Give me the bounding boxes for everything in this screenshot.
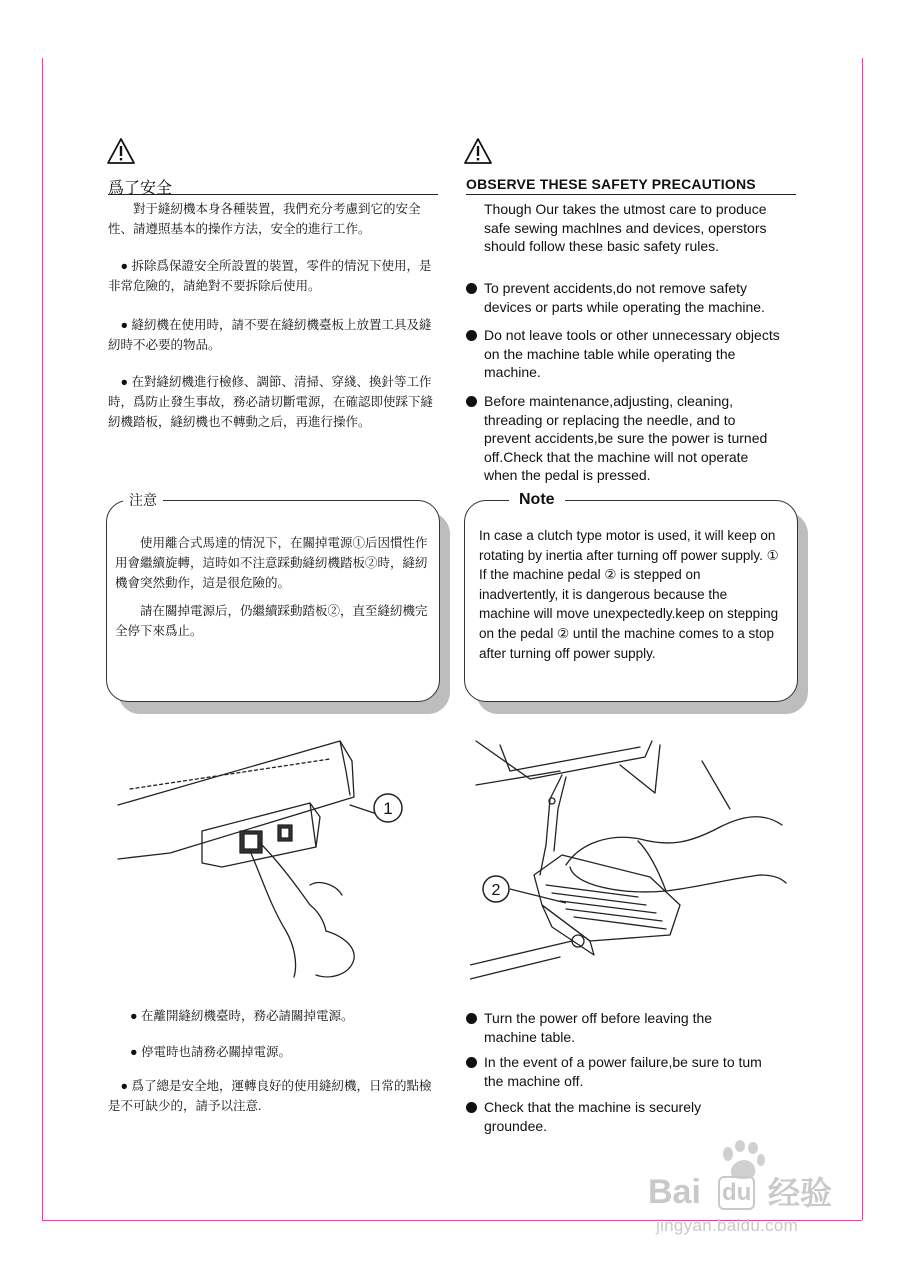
pedal-illustration: [470, 735, 790, 980]
heading-rule: [108, 194, 438, 195]
chinese-bottom-bullet: ● 在離開縫紉機臺時，務必請關掉電源。: [130, 1009, 354, 1023]
chinese-bottom-bullet: ● 停電時也請務必關掉電源。: [130, 1045, 292, 1059]
watermark-brand-box: du: [718, 1176, 755, 1210]
chinese-note-box: [106, 492, 440, 702]
bullet-dot: [466, 1057, 477, 1068]
warning-triangle-icon: [463, 137, 493, 165]
chinese-bullet: ● 在對縫紉機進行檢修、調節、清掃、穿綫、換針等工作時，爲防止發生事故，務必請切斷電源，在確認即使踩下縫紉機踏板，縫紉機也不轉動之后，再進行操作。: [108, 375, 434, 429]
pedal-callout-number: 2: [491, 882, 501, 899]
power-switch-illustration: [110, 735, 450, 980]
chinese-bullet: ● 縫紉機在使用時，請不要在縫紉機臺板上放置工具及縫紉時不必要的物品。: [108, 318, 432, 352]
chinese-intro: 對于縫紉機本身各種裝置，我們充分考慮到它的安全性、請遵照基本的操作方法，安全的進行工作。: [108, 202, 421, 236]
chinese-bottom-bullet: ● 爲了總是安全地，運轉良好的使用縫紉機，日常的點檢是不可缺少的，請予以注意.: [108, 1079, 432, 1113]
english-bullet: To prevent accidents,do not remove safety devices or parts while operating the machine.: [484, 280, 765, 315]
watermark-brand: Bai: [648, 1173, 701, 1211]
english-bullet: Before maintenance,adjusting, cleaning, threading or replacing the needle, and to prevent accidents,be sure the power is turned off.Check that the machine will not operate when the pedal is pressed.: [484, 393, 768, 483]
english-note-title: Note: [509, 490, 565, 510]
right-margin-line: [862, 58, 863, 1220]
heading-rule: [466, 194, 796, 195]
english-bottom-bullet: Turn the power off before leaving the machine table.: [484, 1010, 713, 1045]
watermark-cn: 经验: [768, 1175, 833, 1211]
chinese-note-paragraph: 使用離合式馬達的情況下，在關掉電源①后因慣性作用會繼續旋轉，這時如不注意踩動縫紉機踏板②時，縫紉機會突然動作，這是很危險的。: [115, 536, 428, 590]
bullet-dot: [466, 283, 477, 294]
paw-icon: [718, 1140, 768, 1180]
warning-triangle-icon: [106, 137, 136, 165]
english-intro: Though Our takes the utmost care to produce safe sewing machlnes and devices, operstors should follow these basic safety rules.: [484, 201, 767, 254]
bullet-dot: [466, 396, 477, 407]
english-bottom-bullet: In the event of a power failure,be sure to tum the machine off.: [484, 1054, 762, 1089]
baidu-watermark: [648, 1140, 858, 1240]
switch-callout-number: 1: [383, 799, 393, 818]
bullet-dot: [466, 330, 477, 341]
english-bullet: Do not leave tools or other unnecessary objects on the machine table while operating the machine.: [484, 327, 780, 380]
chinese-note-title: 注意: [123, 491, 163, 509]
english-note-box: [464, 491, 798, 702]
left-margin-line: [42, 58, 43, 1220]
english-bottom-bullet: Check that the machine is securely groundee.: [484, 1099, 702, 1134]
english-note-text: In case a clutch type motor is used, it will keep on rotating by inertia after turning off power supply. ① If the machine pedal ② is stepped on inadvertently, it is dangerous because the machine will move unexpectedly.keep on stepping on the pedal ② until the machine comes to a stop after turning off power supply.: [479, 528, 779, 661]
chinese-section-heading: 爲了安全: [108, 180, 173, 197]
english-section-heading: OBSERVE THESE SAFETY PRECAUTIONS: [466, 176, 756, 192]
bullet-dot: [466, 1102, 477, 1113]
chinese-note-paragraph: 請在關掉電源后，仍繼續踩動踏板②，直至縫紉機完全停下來爲止。: [115, 604, 428, 638]
watermark-url: jingyan.baidu.com: [656, 1216, 799, 1235]
bullet-dot: [466, 1013, 477, 1024]
chinese-bullet: ● 拆除爲保證安全所設置的裝置，零件的情況下使用，是非常危險的，請絶對不要拆除后使用。: [108, 259, 432, 293]
